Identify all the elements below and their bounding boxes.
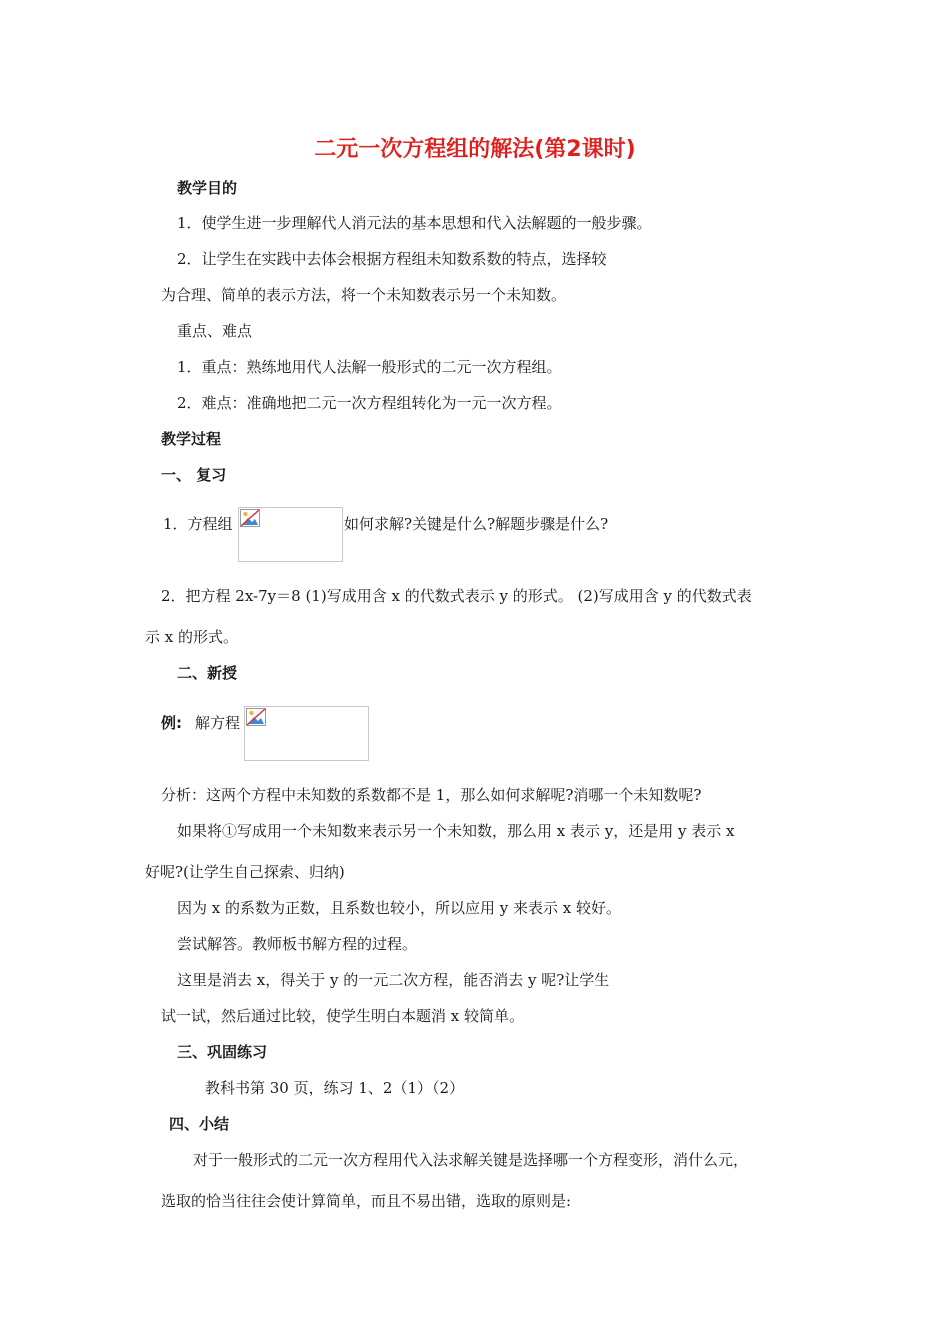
summary-p1-line2: 选取的恰当往往会使计算简单，而且不易出错，选取的原则是: (161, 1192, 572, 1210)
example-label: 例: (161, 714, 182, 732)
analysis-p3: 尝试解答。教师板书解方程的过程。 (177, 935, 418, 953)
broken-image-icon (246, 708, 266, 726)
objective-item-2-line1: 2．让学生在实践中去体会根据方程组未知数系数的特点，选择较 (177, 250, 607, 268)
example-text: 解方程 (195, 714, 241, 732)
objective-item-1: 1．使学生进一步理解代人消元法的基本思想和代入法解题的一般步骤。 (177, 214, 652, 232)
review-question-1-suffix: 如何求解?关键是什么?解题步骤是什么? (344, 515, 609, 533)
analysis-p4-line2: 试一试，然后通过比较，使学生明白本题消 x 较简单。 (161, 1007, 524, 1025)
review-question-1-prefix: 1．方程组 (163, 515, 233, 533)
equation-image-placeholder-2 (244, 706, 369, 761)
objective-item-2-line2: 为合理、简单的表示方法，将一个未知数表示另一个未知数。 (161, 286, 567, 304)
analysis-p1-line2: 好呢?(让学生自己探索、归纳) (145, 863, 345, 881)
new-lesson-heading: 二、新授 (177, 664, 238, 682)
summary-heading: 四、小结 (169, 1115, 230, 1133)
practice-text: 教科书第 30 页，练习 1、2（1）（2） (205, 1079, 465, 1097)
objectives-heading: 教学目的 (177, 179, 238, 197)
analysis-p4-line1: 这里是消去 x，得关于 y 的一元二次方程，能否消去 y 呢?让学生 (177, 971, 610, 989)
analysis-p2: 因为 x 的系数为正数，且系数也较小，所以应用 y 来表示 x 较好。 (177, 899, 622, 917)
review-question-2-line1: 2．把方程 2x-7y＝8 (1)写成用含 x 的代数式表示 y 的形式。 (2)写成用含 y 的代数式表 (161, 587, 752, 605)
equation-image-placeholder-1 (238, 507, 343, 562)
process-heading: 教学过程 (161, 430, 222, 448)
analysis-paragraph: 分析：这两个方程中未知数的系数都不是 1，那么如何求解呢?消哪一个未知数呢? (161, 786, 702, 804)
page-title: 二元一次方程组的解法(第2课时) (314, 137, 636, 162)
practice-heading: 三、巩固练习 (177, 1043, 268, 1061)
key-point-item-2: 2．难点：准确地把二元一次方程组转化为一元一次方程。 (177, 394, 562, 412)
summary-p1-line1: 对于一般形式的二元一次方程用代入法求解关键是选择哪一个方程变形，消什么元， (193, 1151, 749, 1169)
analysis-p1-line1: 如果将①写成用一个未知数来表示另一个未知数，那么用 x 表示 y，还是用 y 表示 x (177, 822, 735, 840)
key-point-item-1: 1．重点：熟练地用代人法解一般形式的二元一次方程组。 (177, 358, 562, 376)
broken-image-icon (240, 509, 260, 527)
key-points-heading: 重点、难点 (177, 322, 253, 340)
review-heading: 一、 复习 (161, 466, 227, 484)
review-question-2-line2: 示 x 的形式。 (145, 628, 238, 646)
